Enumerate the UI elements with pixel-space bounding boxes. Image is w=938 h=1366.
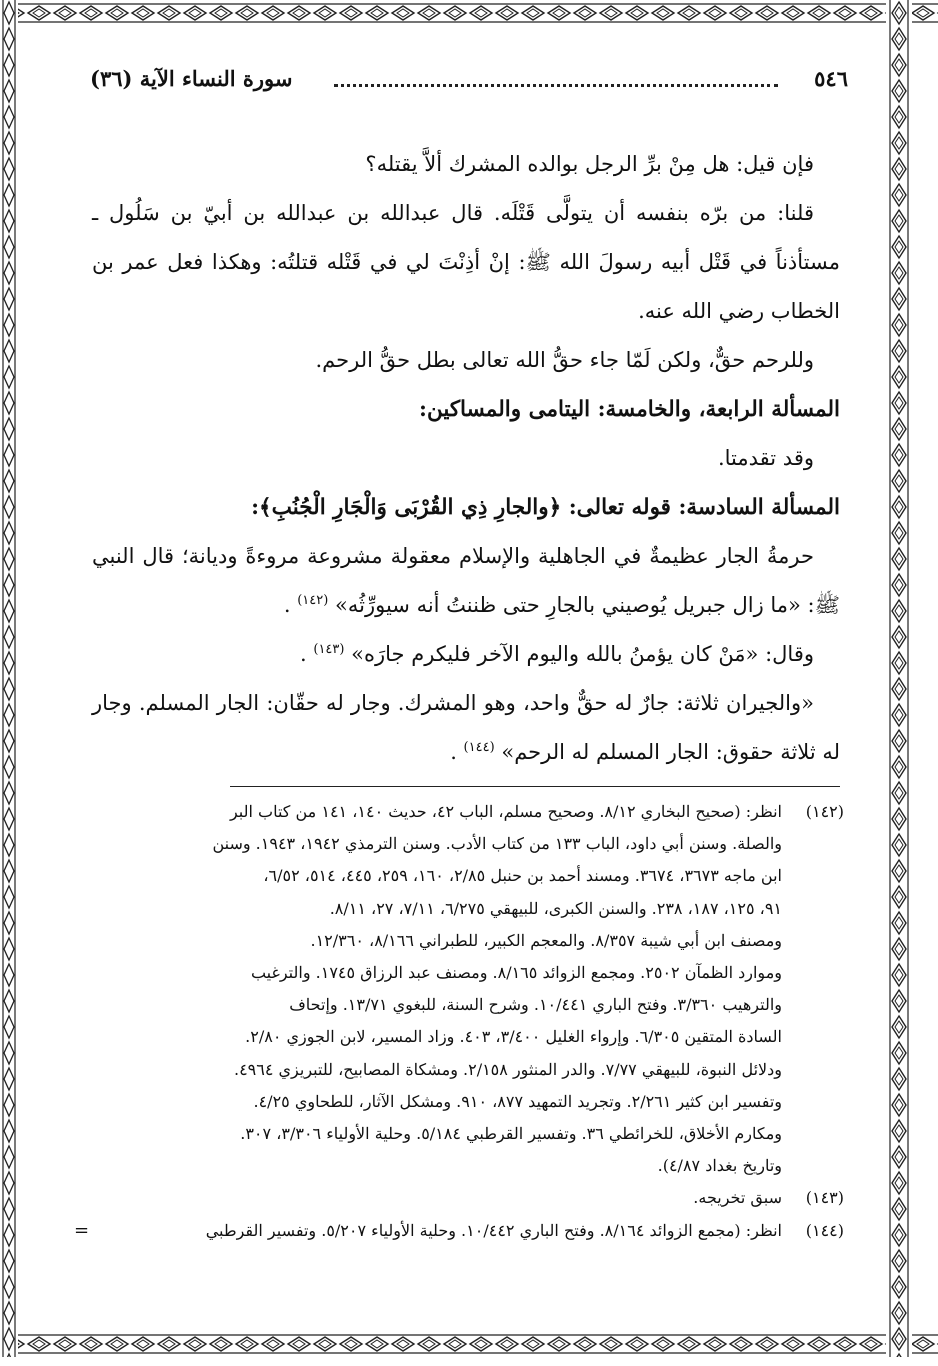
footnote-line: وتفسير ابن كثير ٢/٢٦١. وتجريد التمهيد ٨٧٧، ٩١٠. ومشكل الآثار، للطحاوي ٤/٢٥.	[253, 1091, 782, 1111]
footnote-line: سبق تخريجه.	[693, 1188, 782, 1208]
paragraph-honor-neighbor: وقال: «مَنْ كان يؤمنُ بالله واليوم الآخر فليكرم جارَه» $^{(١٤٣)}$ .	[300, 642, 814, 666]
footnote-number: (١٤٤)	[805, 1220, 844, 1240]
footnote-line: ومصنف ابن أبي شيبة ٨/٣٥٧. والمعجم الكبير، للطبراني ٨/١٦٦، ١٢/٣٦٠.	[310, 930, 782, 950]
paragraph-three-neighbors: «والجيران ثلاثة: جارٌ له حقٌّ واحد، وهو المشرك. وجار له حقّان: الجار المسلم. وجار له ثلاثة حقوق: الجار المسلم له الرحم» $^{(١٤٤)}$ .	[92, 691, 840, 764]
footnote-ref-142: (١٤٢)	[297, 593, 329, 608]
footnote-ref-144: (١٤٤)	[463, 740, 495, 755]
page-border-left	[0, 0, 18, 1357]
footnote-line: ٩١، ١٢٥، ١٨٧، ٢٣٨. والسنن الكبرى، للبيهقي ٦/٢٧٥، ٧/١١، ٢٧، ٨/١١.	[329, 898, 782, 918]
heading-issue-four-five: المسألة الرابعة، والخامسة: اليتامى والمساكين:	[419, 397, 840, 422]
continuation-mark: =	[74, 1219, 90, 1241]
footnote-line: ودلائل النبوة، للبيهقي ٧/٧٧. والدر المنثور ٢/١٥٨. ومشكاة المصابيح، للتبريزي ٤٩٦٤.	[233, 1059, 782, 1079]
page-border-top	[0, 0, 938, 26]
page-number: ٥٤٦	[814, 66, 848, 91]
paragraph-three-neighbors-text: «والجيران ثلاثة: جارٌ له حقٌّ واحد، وهو المشرك. وجار له حقّان: الجار المسلم. وجار له ثلاثة حقوق: الجار المسلم له الرحم»	[92, 691, 840, 764]
paragraph-question: فإن قيل: هل مِنْ برِّ الرجل بوالده المشرك ألاَّ يقتله؟	[365, 152, 814, 176]
footnote-number: (١٤٣)	[805, 1188, 844, 1208]
footnote-line: وموارد الظمآن ٢٥٠٢. ومجمع الزوائد ٨/١٦٥. ومصنف عبد الرزاق ١٧٤٥. والترغيب	[250, 963, 782, 983]
paragraph-kinship: وللرحم حقٌّ، ولكن لَمّا جاء حقُّ الله تعالى بطل حقُّ الرحم.	[315, 348, 814, 372]
page-border-bottom	[0, 1331, 938, 1357]
footnote-line: ابن ماجه ٣٦٧٣، ٣٦٧٤. ومسند أحمد بن حنبل ٢/٨٥، ١٦٠، ٢٥٩، ٤٤٥، ٥١٤، ٦/٥٢،	[263, 866, 782, 886]
footnote-144	[74, 1215, 844, 1247]
footnotes	[74, 796, 844, 1247]
footnote-142	[92, 796, 844, 1182]
heading-issue-six: المسألة السادسة: قوله تعالى: ﴿والجارِ ذِي القُرْبَى وَالْجَارِ الْجُنُبِ﴾:	[251, 495, 840, 520]
paragraph-already-covered: وقد تقدمتا.	[717, 446, 814, 470]
footnote-number: (١٤٢)	[805, 802, 844, 821]
footnote-143	[92, 1182, 844, 1214]
page-border-right	[886, 0, 912, 1357]
footnote-line: السادة المتقين ٦/٣٠٥. وإرواء الغليل ٣/٤٠٠، ٤٠٣. وزاد المسير، لابن الجوزي ٢/٨٠.	[245, 1027, 782, 1047]
footnote-line: والصلة. وسنن أبي داود، الباب ١٣٣ من كتاب الأدب. وسنن الترمذي ١٩٤٢، ١٩٤٣. وسنن	[212, 834, 782, 854]
footnote-separator	[230, 786, 840, 787]
footnote-line: وتاريخ بغداد ٤/٨٧).	[657, 1156, 782, 1176]
paragraph-answer: قلنا: من برّه بنفسه أن يتولَّى قَتْلَه. قال عبدالله بن عبدالله بن أبيّ بن سَلُول ـ مستأذناً في قَتْل أبيه رسولَ الله ﷺ: إنْ أذِنْتَ لي في قَتْله قتلتُه: وهكذا فعل عمر بن الخطاب رضي الله عنه.	[92, 201, 840, 323]
paragraph-honor-neighbor-text: وقال: «مَنْ كان يؤمنُ بالله واليوم الآخر فليكرم جارَه»	[351, 642, 814, 666]
running-header	[80, 58, 848, 98]
paragraph-neighbor-sanctity: حرمةُ الجار عظيمةٌ في الجاهلية والإسلام معقولة مشروعة مروءةً وديانة؛ قال النبي ﷺ: «ما زال جبريل يُوصيني بالجارِ حتى ظننتُ أنه سيورِّثُه» $^{(١٤٢)}$ .	[92, 544, 840, 617]
main-text	[92, 140, 840, 777]
footnote-ref-143: (١٤٣)	[313, 642, 345, 657]
footnote-line: انظر: (صحيح البخاري ٨/١٢. وصحيح مسلم، الباب ٤٢، حديث ١٤٠، ١٤١ من كتاب البر	[229, 802, 782, 821]
footnote-line: ومكارم الأخلاق، للخرائطي ٣٦. وتفسير القرطبي ٥/١٨٤. وحلية الأولياء ٣/٣٠٦، ٣٠٧.	[240, 1124, 782, 1144]
paragraph-neighbor-sanctity-text: حرمةُ الجار عظيمةٌ في الجاهلية والإسلام معقولة مشروعة مروءةً وديانة؛ قال النبي ﷺ: «ما زال جبريل يُوصيني بالجارِ حتى ظننتُ أنه سيورِّثُه»	[92, 544, 840, 617]
footnote-line: والترهيب ٣/٣٦٠. وفتح الباري ١٠/٤٤١. وشرح السنة، للبغوي ١٣/٧١. وإتحاف	[289, 995, 782, 1015]
header-dotted-leader	[334, 84, 778, 87]
footnote-line: انظر: (مجمع الزوائد ٨/١٦٤. وفتح الباري ١٠/٤٤٢. وحلية الأولياء ٥/٢٠٧. وتفسير القرطبي	[205, 1220, 782, 1240]
header-title: سورة النساء الآية (٣٦)	[90, 66, 293, 91]
